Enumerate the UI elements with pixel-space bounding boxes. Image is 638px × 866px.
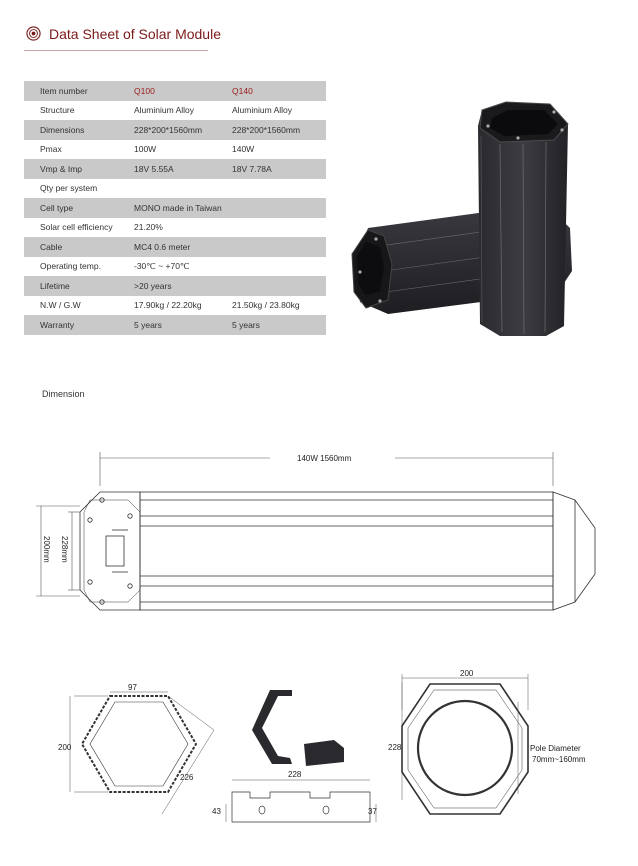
spec-row	[24, 120, 326, 140]
spec-value-q100: 17.90kg / 22.20kg	[134, 300, 202, 311]
pole-diameter-title: Pole Diameter	[530, 744, 581, 753]
spec-value-q100: -30℃ ~ +70℃	[134, 260, 190, 271]
bracket-parts	[252, 690, 344, 766]
spec-value-q140	[222, 237, 326, 257]
spec-value-q140: 21.50kg / 23.80kg	[232, 300, 300, 311]
spec-label: Vmp & Imp	[24, 159, 126, 179]
end-height-label: 228	[388, 743, 402, 752]
hex-width-label: 200	[58, 743, 72, 752]
hex-side-label: 97	[128, 683, 137, 692]
spec-value-q100: 18V 5.55A	[126, 159, 222, 179]
bracket-left-label: 43	[212, 807, 221, 816]
spec-label: Dimensions	[24, 120, 126, 140]
spec-label: Lifetime	[24, 276, 126, 296]
spec-value-q140	[222, 257, 326, 277]
spec-label: Warranty	[24, 315, 126, 335]
spec-value-q140: 228*200*1560mm	[222, 120, 326, 140]
page-title: Data Sheet of Solar Module	[49, 26, 221, 42]
bracket-right-label: 37	[368, 807, 377, 816]
spec-row	[24, 257, 326, 277]
spec-label: Solar cell efficiency	[40, 222, 113, 233]
spec-value-q140: 140W	[232, 144, 255, 155]
spec-value-q100: Aluminium Alloy	[134, 105, 194, 116]
spec-value-q100: MONO made in Taiwan	[126, 198, 222, 218]
product-photo	[340, 96, 590, 346]
spec-row	[24, 179, 326, 199]
spec-value-q100: 21.20%	[134, 222, 163, 233]
spec-value-q100: 100W	[134, 144, 157, 155]
spec-label: Structure	[40, 105, 75, 116]
height-outer-label: 200mm	[42, 536, 51, 563]
spec-value-q100: Q100	[126, 81, 222, 101]
spec-value-q100: 5 years	[126, 315, 222, 335]
spec-row	[24, 198, 326, 218]
spec-row	[24, 296, 326, 316]
spec-value-q140	[222, 198, 326, 218]
hexagon-frame-drawing	[70, 692, 214, 814]
spec-row	[24, 276, 326, 296]
spec-value-q100: 228*200*1560mm	[126, 120, 222, 140]
spec-label: Pmax	[40, 144, 62, 155]
hex-diag-label: 226	[180, 773, 194, 782]
spec-value-q100: MC4 0.6 meter	[126, 237, 222, 257]
end-view-drawing	[402, 674, 528, 814]
spec-row	[24, 101, 326, 121]
spec-row	[24, 140, 326, 160]
height-inner-label: 228mm	[60, 536, 69, 563]
target-icon	[26, 26, 41, 41]
spec-value-q140: 5 years	[222, 315, 326, 335]
spec-label: N.W / G.W	[40, 300, 81, 311]
spec-label: Cable	[24, 237, 126, 257]
spec-label: Item number	[24, 81, 126, 101]
spec-value-q140	[222, 179, 326, 199]
spec-row	[24, 237, 326, 257]
spec-value-q140: Q140	[222, 81, 326, 101]
bracket-flat-drawing	[226, 780, 376, 822]
spec-value-q140: Aluminium Alloy	[232, 105, 292, 116]
spec-value-q100: >20 years	[126, 276, 222, 296]
spec-label: Qty per system	[40, 183, 98, 194]
spec-value-q100	[126, 179, 222, 199]
tube-side-view	[80, 492, 595, 610]
spec-row	[24, 159, 326, 179]
spec-row	[24, 81, 326, 101]
pole-diameter-range: 70mm~160mm	[532, 755, 586, 764]
spec-label: Cell type	[24, 198, 126, 218]
end-width-label: 200	[460, 669, 474, 678]
spec-table-body	[24, 81, 326, 335]
spec-label: Operating temp.	[40, 261, 101, 272]
length-label: 140W 1560mm	[297, 454, 352, 463]
page-header	[24, 24, 221, 51]
technical-drawings	[0, 440, 638, 866]
spec-value-q140	[222, 276, 326, 296]
spec-row	[24, 218, 326, 238]
bracket-width-label: 228	[288, 770, 302, 779]
dimension-section-label: Dimension	[42, 389, 85, 399]
spec-value-q140	[222, 218, 326, 238]
spec-value-q140: 18V 7.78A	[222, 159, 326, 179]
spec-row	[24, 315, 326, 335]
spec-table	[24, 81, 326, 335]
